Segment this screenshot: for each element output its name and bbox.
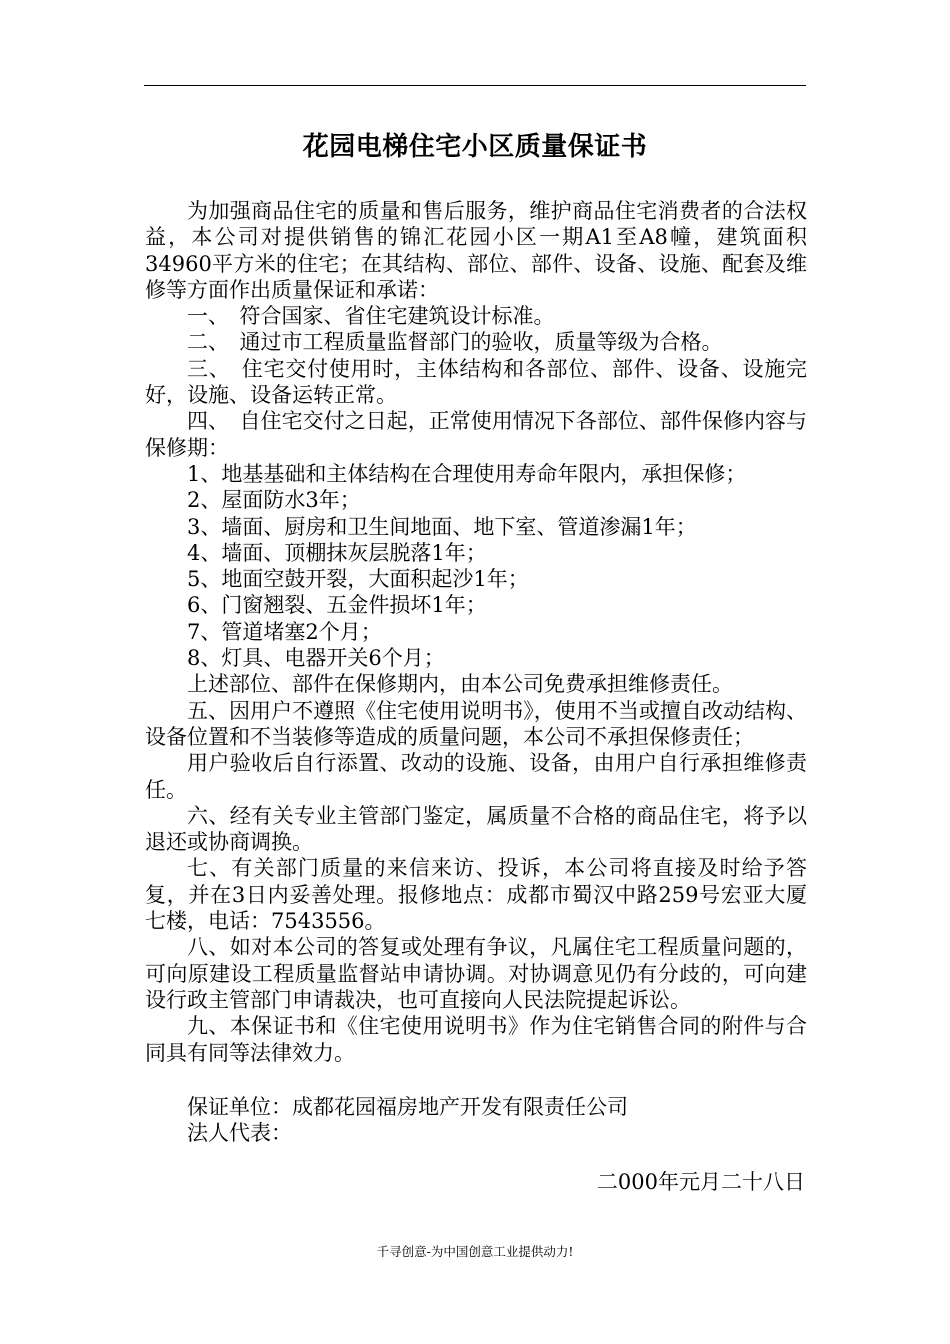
- clause-9: 九、本保证书和《住宅使用说明书》作为住宅销售合同的附件与合同具有同等法律效力。: [145, 1014, 807, 1065]
- clause-1: 一、 符合国家、省住宅建筑设计标准。: [187, 304, 555, 329]
- page-footer: 千寻创意-为中国创意工业提供动力!: [376, 1244, 574, 1259]
- warranty-item-2: 2、屋面防水3年；: [187, 488, 361, 513]
- clause-3: 三、 住宅交付使用时，主体结构和各部位、部件、设备、设施完好，设施、设备运转正常。: [145, 356, 807, 408]
- clause-8: 八、如对本公司的答复或处理有争议，凡属住宅工程质量问题的，可向原建设工程质量监督站申请协调。对协调意见仍有分歧的，可向建设行政主管部门申请裁决，也可直接向人民法院提起诉讼。: [145, 935, 807, 1012]
- clause-7: 七、有关部门质量的来信来访、投诉，本公司将直接及时给予答复，并在3日内妥善处理。报修地点：成都市蜀汉中路259号宏亚大厦七楼，电话：7543556。: [145, 856, 807, 934]
- document-title: 花园电梯住宅小区质量保证书: [302, 132, 648, 162]
- warranty-item-5: 5、地面空鼓开裂，大面积起沙1年；: [187, 567, 529, 592]
- clause-5-note: 用户验收后自行添置、改动的设施、设备，由用户自行承担维修责任。: [145, 751, 807, 802]
- warranty-item-1: 1、地基基础和主体结构在合理使用寿命年限内，承担保修；: [187, 461, 747, 486]
- clause-5: 五、因用户不遵照《住宅使用说明书》，使用不当或擅自改动结构、设备位置和不当装修等造成的质量问题，本公司不承担保修责任；: [145, 698, 807, 749]
- warranty-item-7: 7、管道堵塞2个月；: [187, 619, 382, 644]
- clause-6: 六、经有关专业主管部门鉴定，属质量不合格的商品住宅，将予以退还或协商调换。: [145, 803, 807, 855]
- warranty-item-6: 6、门窗翘裂、五金件损坏1年；: [187, 593, 487, 618]
- warranty-item-3: 3、墙面、厨房和卫生间地面、地下室、管道渗漏1年；: [187, 514, 697, 539]
- legal-representative-line: 法人代表：: [187, 1121, 292, 1146]
- document-body: [145, 198, 807, 1066]
- document-date: 二000年元月二十八日: [596, 1170, 805, 1194]
- warranty-summary: 上述部位、部件在保修期内，由本公司免费承担维修责任。: [187, 672, 733, 697]
- warranty-item-4: 4、墙面、顶棚抹灰层脱落1年；: [187, 540, 487, 565]
- guarantor-line: 保证单位：成都花园福房地产开发有限责任公司: [187, 1095, 628, 1119]
- clause-2: 二、 通过市工程质量监督部门的验收，质量等级为合格。: [187, 330, 723, 355]
- top-horizontal-rule: [144, 85, 806, 86]
- clause-4: 四、 自住宅交付之日起，正常使用情况下各部位、部件保修内容与保修期：: [145, 409, 807, 460]
- intro-paragraph: 为加强商品住宅的质量和售后服务，维护商品住宅消费者的合法权益，本公司对提供销售的锦汇花园小区一期A1至A8幢，建筑面积34960平方米的住宅；在其结构、部位、部件、设备、设施、配套及维修等方面作出质量保证和承诺：: [145, 199, 807, 302]
- signature-block: [145, 1094, 807, 1147]
- warranty-item-8: 8、灯具、电器开关6个月；: [187, 646, 445, 671]
